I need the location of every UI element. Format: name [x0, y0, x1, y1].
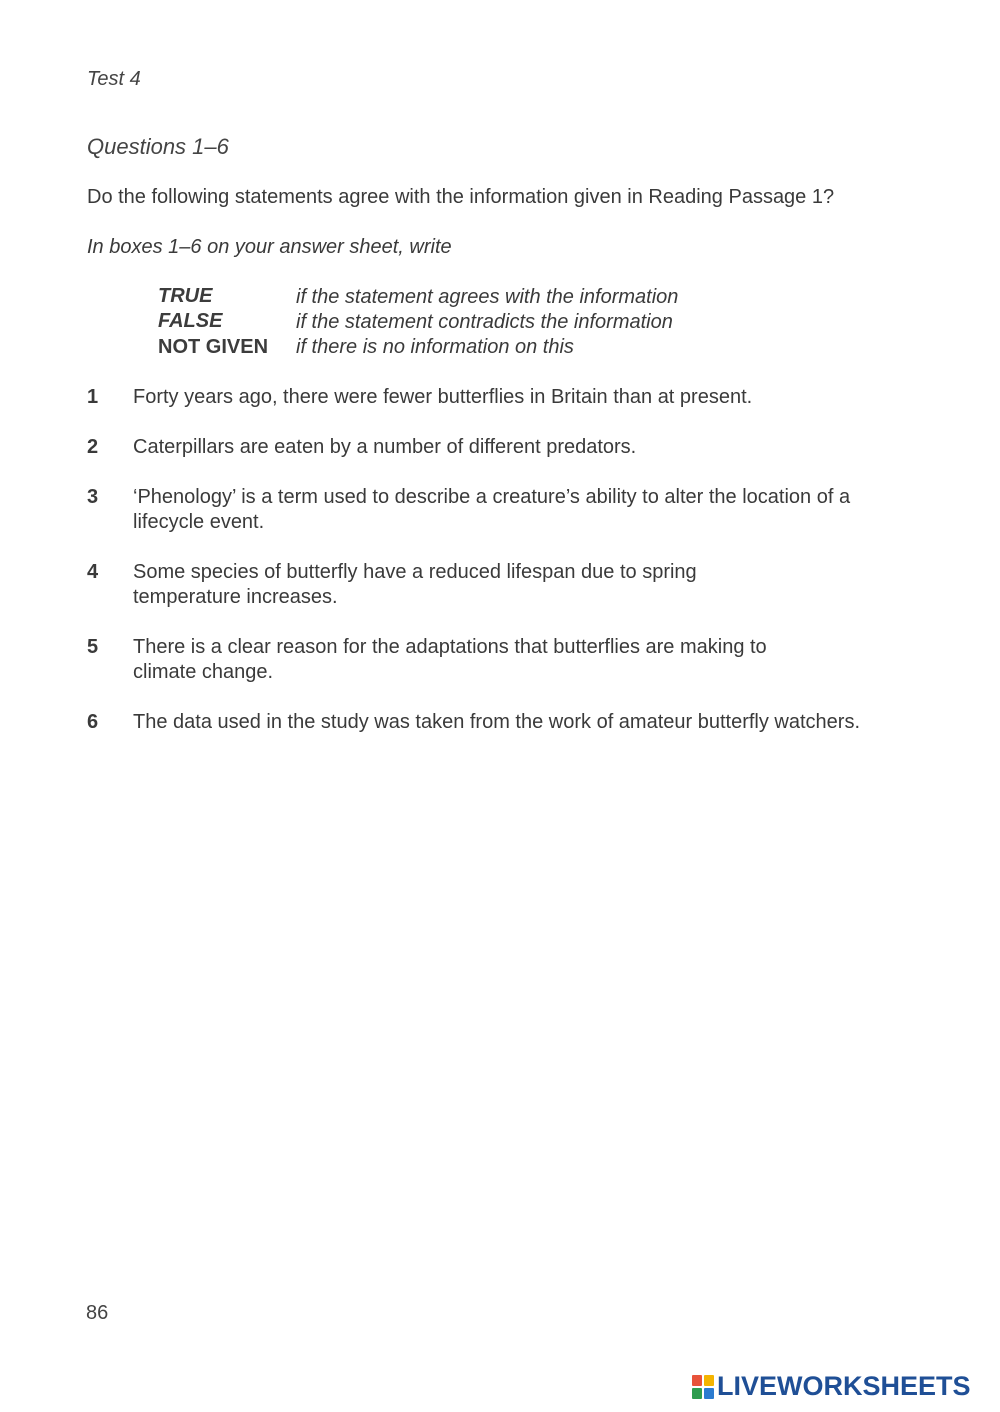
question-number: 1 [87, 386, 99, 408]
question-text: There is a clear reason for the adaptations that butterflies are making to climate change. [133, 636, 767, 683]
question-text: Forty years ago, there were fewer butterflies in Britain than at present. [133, 386, 753, 408]
question-text: The data used in the study was taken from the work of amateur butterfly watchers. [133, 711, 861, 733]
liveworksheets-watermark [692, 1371, 971, 1402]
key-term-not-given: NOT GIVEN [158, 336, 269, 358]
question-number: 4 [87, 561, 99, 583]
instruction-text: Do the following statements agree with the information given in Reading Passage 1? [87, 186, 835, 208]
page-number: 86 [86, 1302, 109, 1324]
question-number: 3 [87, 486, 99, 508]
key-term-true: TRUE [158, 285, 213, 307]
key-definition-false: if the statement contradicts the information [296, 311, 673, 333]
question-text: Caterpillars are eaten by a number of different predators. [133, 436, 637, 458]
running-head: Test 4 [87, 68, 141, 90]
question-text: ‘Phenology’ is a term used to describe a creature’s ability to alter the location of a lifecycle event. [133, 486, 851, 533]
key-definition-true: if the statement agrees with the information [296, 286, 679, 308]
key-definition-not-given: if there is no information on this [296, 336, 574, 358]
section-title: Questions 1–6 [87, 134, 229, 159]
sub-instruction-text: In boxes 1–6 on your answer sheet, write [87, 236, 452, 258]
logo-square-icon [692, 1375, 702, 1386]
logo-square-icon [692, 1388, 702, 1399]
question-number: 6 [87, 711, 99, 733]
liveworksheets-logo-icon [692, 1375, 714, 1399]
logo-square-icon [704, 1388, 714, 1399]
key-term-false: FALSE [158, 310, 223, 332]
question-number: 2 [87, 436, 99, 458]
question-text: Some species of butterfly have a reduced lifespan due to spring temperature increases. [133, 561, 697, 608]
logo-square-icon [704, 1375, 714, 1386]
question-number: 5 [87, 636, 99, 658]
brand-name: LIVEWORKSHEETS [717, 1371, 971, 1401]
